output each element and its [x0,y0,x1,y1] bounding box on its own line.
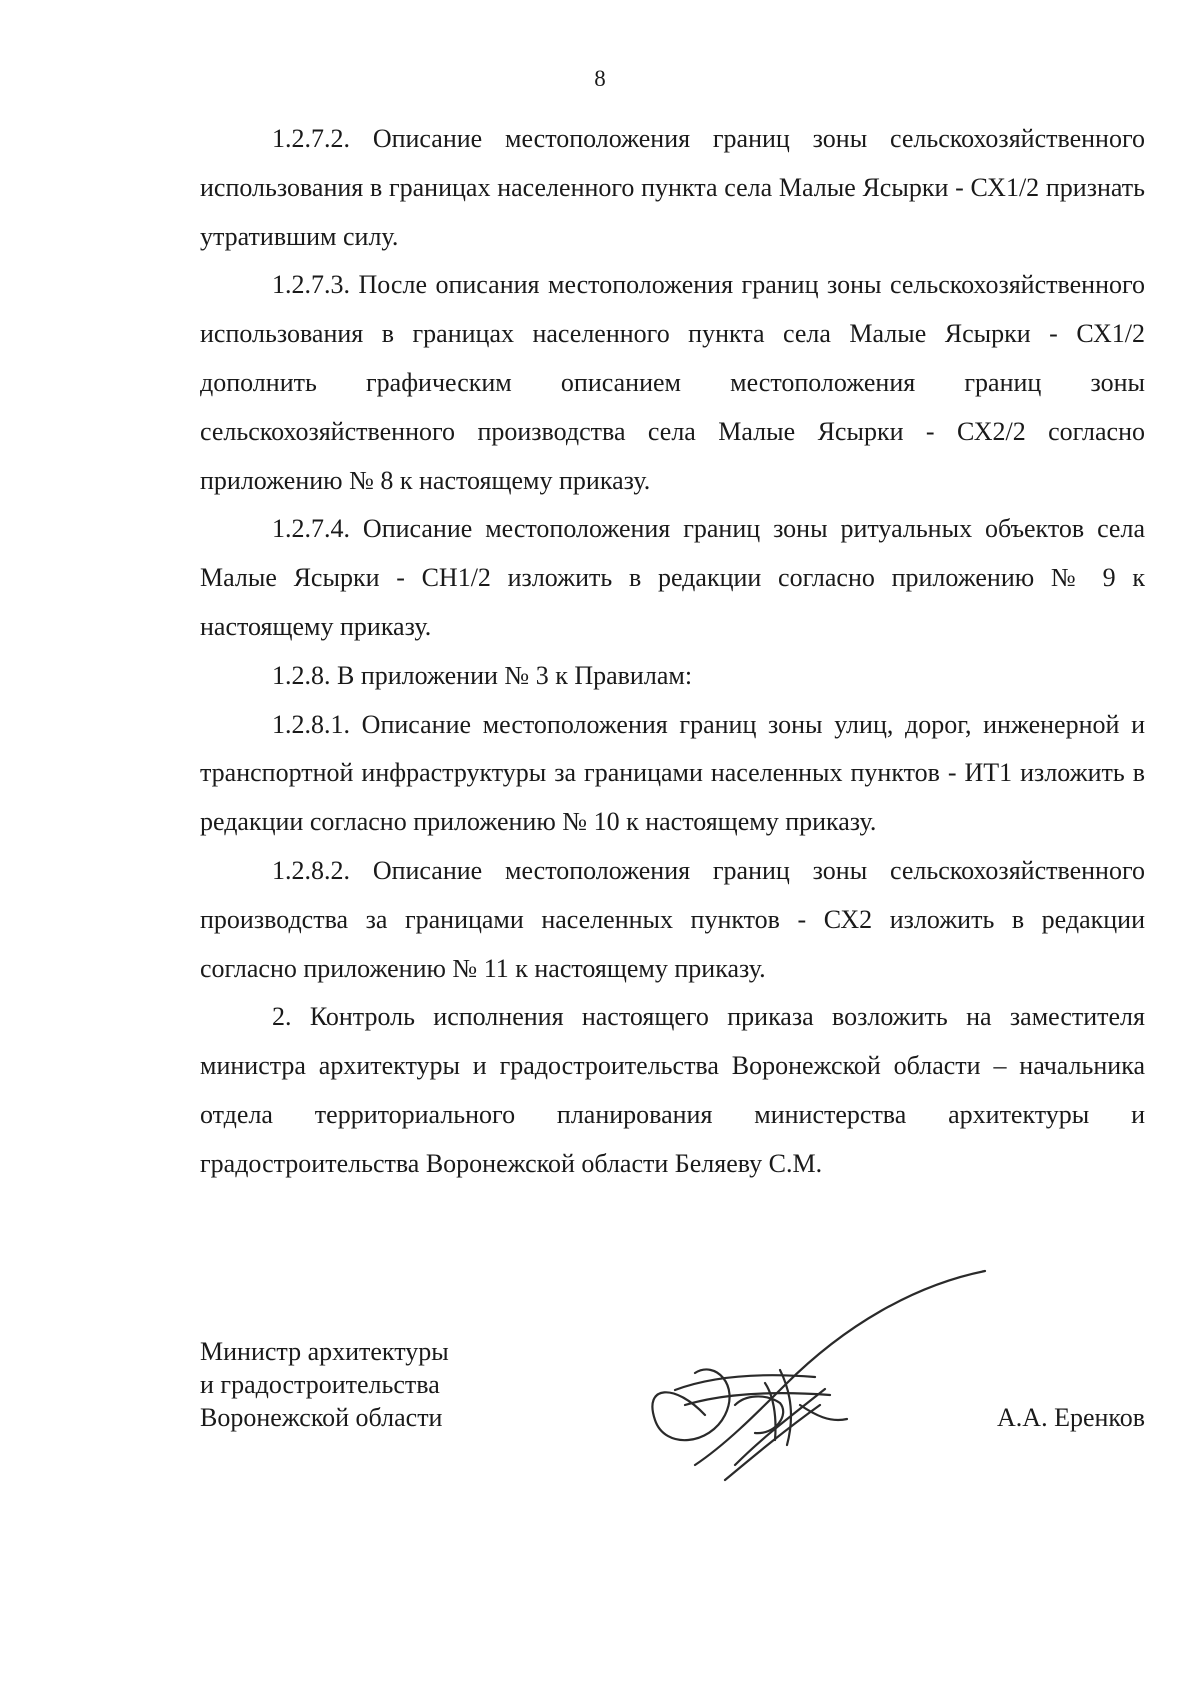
page-number: 8 [594,66,606,91]
paragraph-1-2-7-3: 1.2.7.3. После описания местоположения границ зоны сельскохозяйственного использования в границах населенного пункта села Малые Ясырки - СХ1/2 дополнить графическим описанием местоположения границ зоны сельскохозяйственного производства села Малые Ясырки - СХ2/2 согласно приложению № 8 к настоящему приказу. [200,270,1145,495]
paragraph-1-2-8-1: 1.2.8.1. Описание местоположения границ зоны улиц, дорог, инженерной и транспортной инфраструктуры за границами населенных пунктов - ИТ1 изложить в редакции согласно приложению № 10 к настоящему приказу. [200,709,1145,837]
signer-name: А.А. Еренков [997,1403,1145,1432]
paragraph-2: 2. Контроль исполнения настоящего приказа возложить на заместителя министра архитектуры и градостроительства Воронежской области – начальника отдела территориального планирования министерства архитектуры и градостроительства Воронежской области Беляеву С.М. [200,1002,1145,1178]
document-body [200,115,1145,1189]
signature-block [200,1335,1145,1535]
signer-title: Министр архитектуры и градостроительства Воронежской области [200,1337,449,1432]
paragraph-1-2-7-2: 1.2.7.2. Описание местоположения границ зоны сельскохозяйственного использования в границах населенного пункта села Малые Ясырки - СХ1/2 признать утратившим силу. [200,124,1145,251]
paragraph-1-2-8-2: 1.2.8.2. Описание местоположения границ зоны сельскохозяйственного производства за границами населенных пунктов - СХ2 изложить в редакции согласно приложению № 11 к настоящему приказу. [200,855,1145,983]
paragraph-1-2-8: 1.2.8. В приложении № 3 к Правилам: [272,660,693,690]
handwritten-signature [615,1265,995,1505]
paragraph-1-2-7-4: 1.2.7.4. Описание местоположения границ зоны ритуальных объектов села Малые Ясырки - СН1/2 изложить в редакции согласно приложению № 9 к настоящему приказу. [200,514,1145,641]
